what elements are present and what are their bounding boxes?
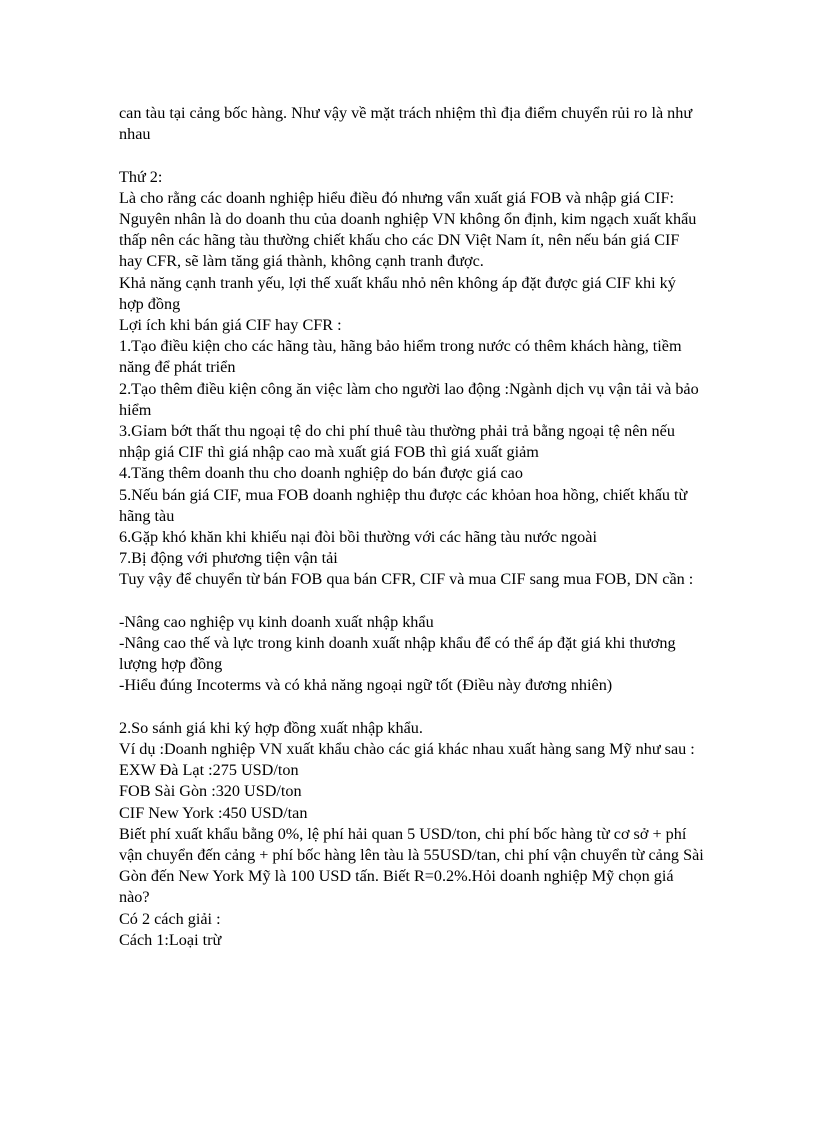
list-item: -Hiểu đúng Incoterms và có khả năng ngoại ngữ tốt (Điều này đương nhiên)	[119, 676, 613, 695]
list-item: 3.Gỉam bớt thất thu ngoại tệ do chi phí thuê tàu thường phải trả bằng ngoại tệ nên nếu nhập giá CIF thì giá nhập cao mà xuất giá FOB thì giá xuất giảm	[119, 422, 675, 462]
price-line: FOB Sài Gòn :320 USD/ton	[119, 782, 302, 801]
section-heading: Thứ 2:	[119, 167, 163, 186]
price-line: CIF New York :450 USD/tan	[119, 803, 308, 822]
list-item: 7.Bị động với phương tiện vận tải	[119, 549, 338, 568]
paragraph: Là cho rằng các doanh nghiệp hiểu điều đó nhưng vẩn xuất giá FOB và nhập giá CIF:	[119, 188, 674, 207]
paragraph: Tuy vậy để chuyển từ bán FOB qua bán CFR, CIF và mua CIF sang mua FOB, DN cần :	[119, 570, 694, 589]
paragraph: Biết phí xuất khẩu bằng 0%, lệ phí hải quan 5 USD/ton, chi phí bốc hàng từ cơ sở + phí vận chuyển đến cảng + phí bốc hàng lên tàu là 55USD/tan, chi phí vận chuyển từ cảng Sài Gòn đến New York Mỹ là 100 USD tấn. Biết R=0.2%.Hỏi doanh nghiệp Mỹ chọn giá nào?	[119, 824, 704, 907]
blank-line	[119, 591, 704, 612]
price-line: EXW Đà Lạt :275 USD/ton	[119, 761, 299, 780]
paragraph: Khả năng cạnh tranh yếu, lợi thế xuất khẩu nhỏ nên không áp đặt được giá CIF khi ký hợp đồng	[119, 273, 676, 313]
paragraph: Cách 1:Loại trừ	[119, 930, 222, 949]
blank-line	[119, 145, 704, 166]
list-item: -Nâng cao nghiệp vụ kinh doanh xuất nhập khẩu	[119, 612, 434, 631]
list-item: 6.Gặp khó khăn khi khiếu nại đòi bồi thường với các hãng tàu nước ngoài	[119, 528, 597, 547]
paragraph: Lợi ích khi bán giá CIF hay CFR :	[119, 316, 342, 335]
paragraph: Ví dụ :Doanh nghiệp VN xuất khẩu chào các giá khác nhau xuất hàng sang Mỹ như sau :	[119, 740, 695, 759]
paragraph: Có 2 cách giải :	[119, 909, 221, 928]
document-body	[119, 103, 704, 951]
list-item: 4.Tăng thêm doanh thu cho doanh nghiệp do bán được giá cao	[119, 464, 523, 483]
list-item: -Nâng cao thế và lực trong kinh doanh xuất nhập khẩu để có thể áp đặt giá khi thương lượng hợp đồng	[119, 634, 676, 674]
list-item: 1.Tạo điều kiện cho các hãng tàu, hãng bảo hiểm trong nước có thêm khách hàng, tiềm năng để phát triển	[119, 337, 682, 377]
paragraph: Nguyên nhân là do doanh thu của doanh nghiệp VN không ổn định, kim ngạch xuất khẩu thấp nên các hãng tàu thường chiết khấu cho các DN Việt Nam ít, nên nếu bán giá CIF hay CFR, sẽ làm tăng giá thành, không cạnh tranh được.	[119, 210, 697, 271]
list-item: 5.Nếu bán giá CIF, mua FOB doanh nghiệp thu được các khỏan hoa hồng, chiết khấu từ hãng tàu	[119, 485, 688, 525]
list-item: 2.Tạo thêm điều kiện công ăn việc làm cho người lao động :Ngành dịch vụ vận tải và bảo hiểm	[119, 379, 699, 419]
section-heading: 2.So sánh giá khi ký hợp đồng xuất nhập khẩu.	[119, 718, 423, 737]
paragraph: can tàu tại cảng bốc hàng. Như vậy về mặt trách nhiệm thì địa điểm chuyển rủi ro là như nhau	[119, 104, 693, 144]
blank-line	[119, 697, 704, 718]
